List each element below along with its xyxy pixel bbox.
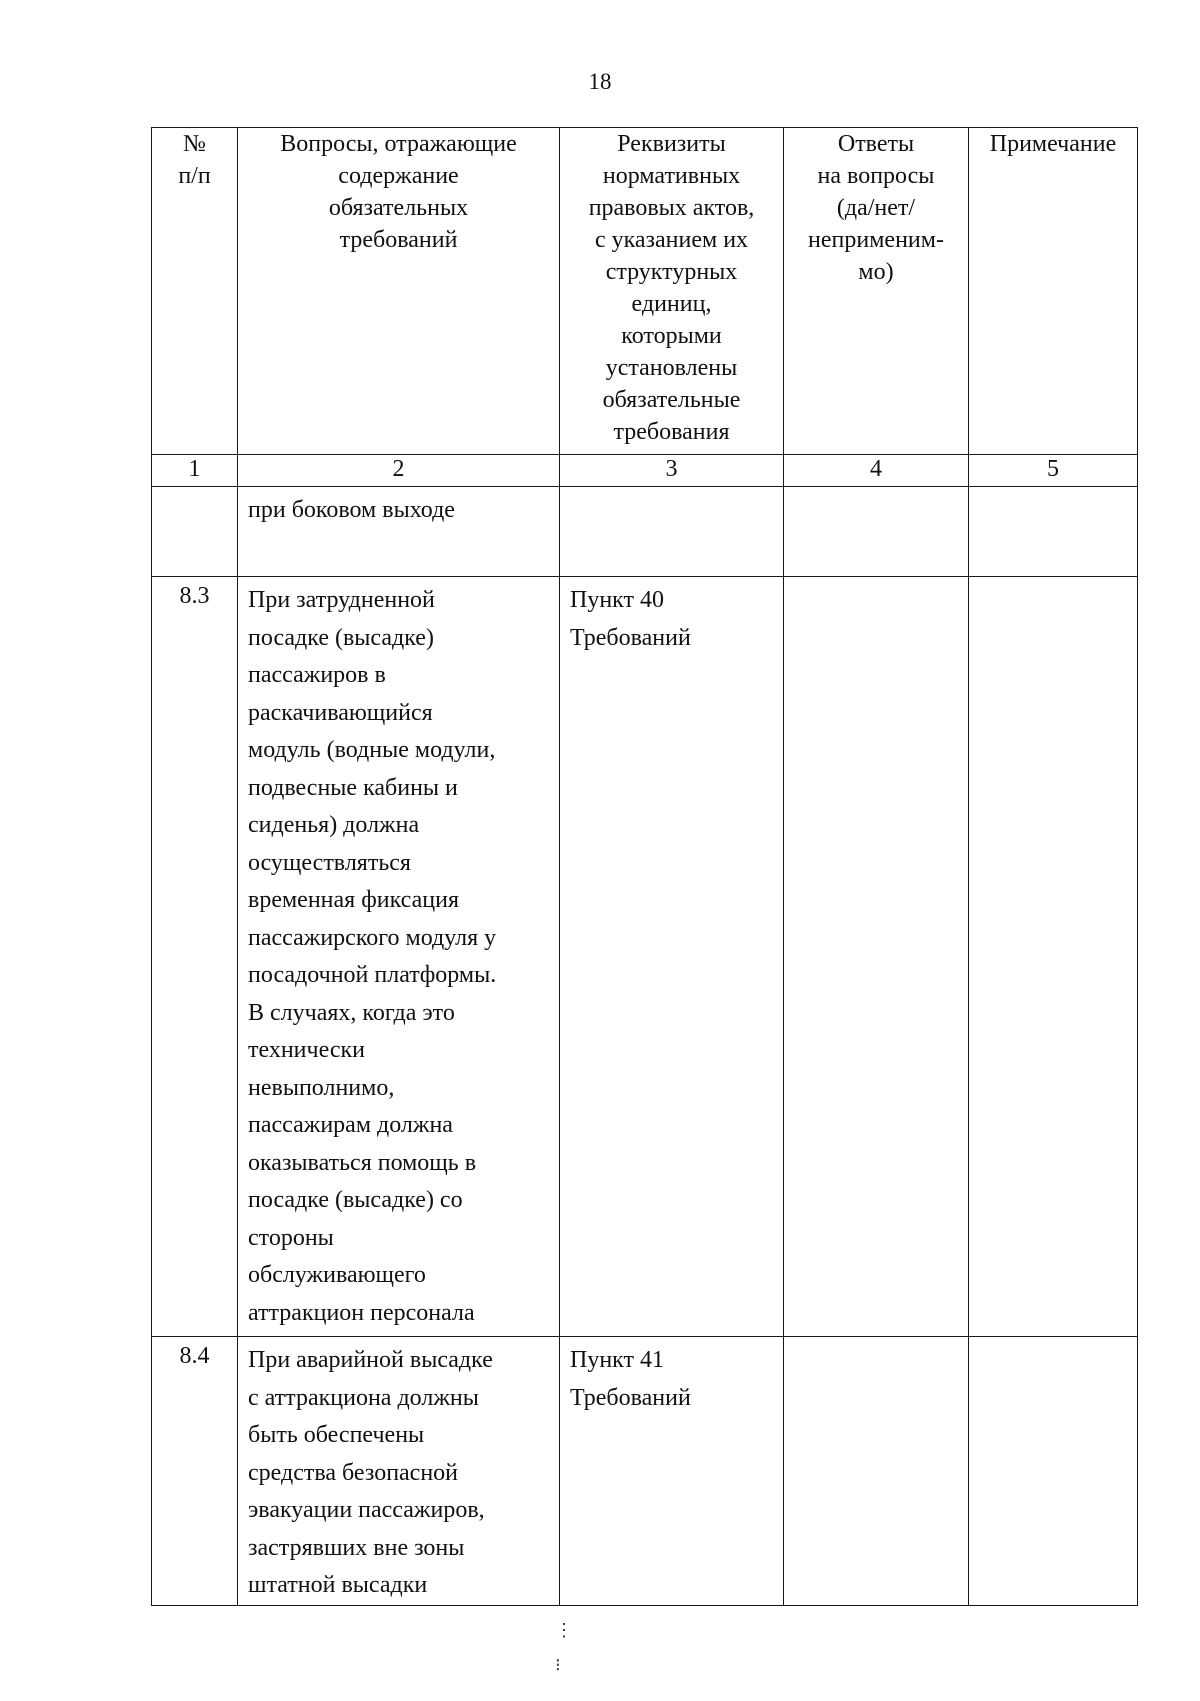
column-number: 2	[238, 455, 560, 487]
row-number: 8.4	[152, 1337, 238, 1606]
row-requisites	[560, 487, 784, 577]
header-number: № п/п	[152, 128, 238, 455]
row-note	[969, 577, 1138, 1337]
row-note	[969, 487, 1138, 577]
row-note	[969, 1337, 1138, 1606]
column-number: 1	[152, 455, 238, 487]
column-number: 5	[969, 455, 1138, 487]
row-answer	[784, 487, 969, 577]
row-question: При аварийной высадке с аттракциона должны быть обеспечены средства безопасной эвакуации пассажиров, застрявших вне зоны штатной высадки	[238, 1337, 560, 1606]
row-requisites: Пункт 41 Требований	[560, 1337, 784, 1606]
table-row	[152, 1337, 1138, 1606]
table-row	[152, 577, 1138, 1337]
column-number: 4	[784, 455, 969, 487]
header-questions: Вопросы, отражающие содержание обязательных требований	[238, 128, 560, 455]
scan-mark: ⁝	[555, 1655, 561, 1675]
row-question: При затрудненной посадке (высадке) пассажиров в раскачивающийся модуль (водные модули, подвесные кабины и сиденья) должна осуществляться временная фиксация пассажирского модуля у посадочной платформы. В случаях, когда это технически невыполнимо, пассажирам должна оказываться помощь в посадке (высадке) со стороны обслуживающего аттракцион персонала	[238, 577, 560, 1337]
header-answers: Ответы на вопросы (да/нет/ неприменим- мо)	[784, 128, 969, 455]
row-question: при боковом выходе	[238, 487, 560, 577]
row-answer	[784, 577, 969, 1337]
page-number: 18	[588, 69, 612, 94]
row-number	[152, 487, 238, 577]
table-header-row	[152, 128, 1138, 455]
column-number-row	[152, 455, 1138, 487]
row-requisites: Пункт 40 Требований	[560, 577, 784, 1337]
header-note: Примечание	[969, 128, 1138, 455]
row-answer	[784, 1337, 969, 1606]
scan-mark: ⋮	[555, 1620, 573, 1640]
header-requisites: Реквизиты нормативных правовых актов, с указанием их структурных единиц, которыми установлены обязательные требования	[560, 128, 784, 455]
column-number: 3	[560, 455, 784, 487]
table-row	[152, 487, 1138, 577]
requirements-table	[151, 127, 1138, 1606]
row-number: 8.3	[152, 577, 238, 1337]
